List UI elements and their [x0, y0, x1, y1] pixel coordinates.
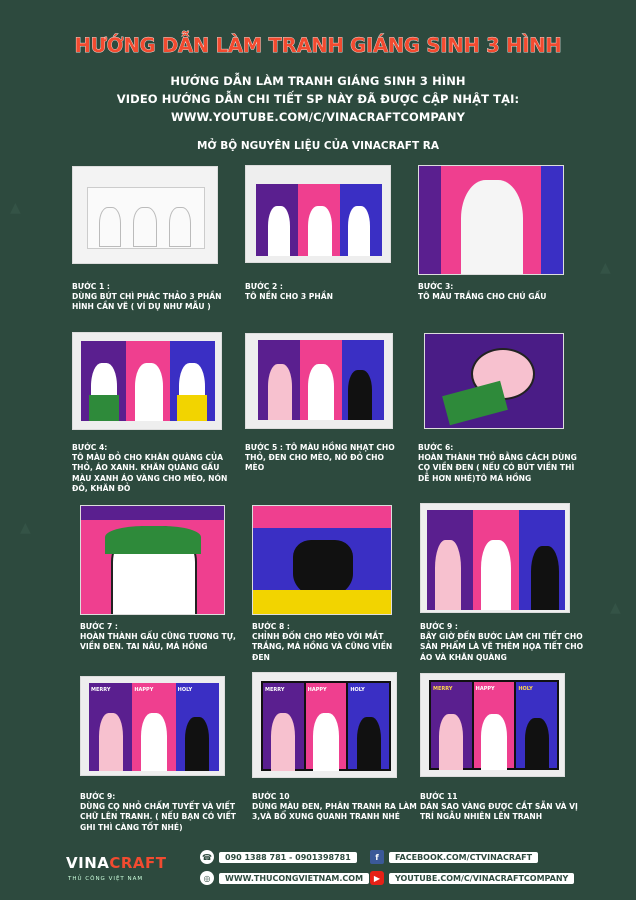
facebook-text: FACEBOOK.COM/CTVINACRAFT [389, 852, 538, 863]
step-label: BƯỚC 5 : [245, 443, 283, 452]
step-text: TÔ NỀN CHO 3 PHẦN [245, 292, 333, 302]
background-decoration: ▲ [600, 260, 611, 276]
step-10-photo [252, 672, 397, 778]
facebook-link[interactable] [370, 850, 538, 864]
background-decoration: ▲ [10, 200, 21, 216]
step-9b-caption [80, 792, 245, 833]
step-label: BƯỚC 7 : [80, 622, 118, 631]
step-8-caption [252, 622, 412, 663]
step-7-photo [80, 505, 225, 615]
step-text: TÔ MÀU ĐỎ CHO KHĂN QUÀNG CỦA THỎ, ÁO XANH. KHĂN QUÀNG GẤU MÀU XANH ÁO VÀNG CHO MÈO, NÓN ĐỎ, KHĂN ĐỎ [72, 453, 228, 493]
background-decoration: ▲ [610, 600, 621, 616]
step-text: DÙNG MÀU ĐEN, PHÂN TRANH RA LÀM 3,VÀ BỔ XUNG QUANH TRANH NHÉ [252, 802, 417, 822]
step-label: BƯỚC 10 [252, 792, 290, 801]
step-8-photo [252, 505, 392, 615]
painting-text-happy: HAPPY [132, 683, 175, 771]
step-2-caption [245, 282, 405, 302]
painting-text-holy: HOLY [516, 682, 557, 768]
step-2-photo [245, 165, 391, 263]
subtitle-line-2: VIDEO HƯỚNG DẪN CHI TIẾT SP NÀY ĐÃ ĐƯỢC CẬP NHẬT TẠI: [116, 92, 520, 106]
step-text: DÁN SAO VÀNG ĐƯỢC CẮT SẴN VÀ VỊ TRÍ NGẪU NHIÊN LÊN TRANH [420, 802, 578, 822]
step-label: BƯỚC 3: [418, 282, 454, 291]
subtitle-line-1: HƯỚNG DẪN LÀM TRANH GIÁNG SINH 3 HÌNH [170, 74, 466, 88]
painting-text-merry: MERRY [89, 683, 132, 771]
step-6-caption [418, 443, 583, 484]
step-11-caption [420, 792, 590, 823]
youtube-text: YOUTUBE.COM/C/VINACRAFTCOMPANY [389, 873, 574, 884]
facebook-icon: f [370, 850, 384, 864]
step-4-caption [72, 443, 237, 494]
painting-text-happy: HAPPY [474, 682, 517, 768]
step-label: BƯỚC 6: [418, 443, 454, 452]
painting-text-holy: HOLY [176, 683, 219, 771]
painting-text-holy: HOLY [348, 683, 389, 769]
step-text: HOÀN THÀNH GẤU CŨNG TƯƠNG TỰ, VIỀN ĐEN. TAI NÂU, MÁ HỒNG [80, 632, 236, 652]
page-title: HƯỚNG DẪN LÀM TRANH GIÁNG SINH 3 HÌNH [74, 34, 562, 57]
logo-tagline: THỦ CÔNG VIỆT NAM [68, 876, 144, 882]
step-11-photo [420, 673, 565, 777]
phone-icon: ☎ [200, 850, 214, 864]
step-1-photo [72, 166, 218, 264]
step-text: HOÀN THÀNH THỎ BẰNG CÁCH DÙNG CỌ VIỀN ĐEN ( NẾU CÓ BÚT VIỀN THÌ DỄ HƠN NHÉ)TÔ MÁ HỒNG [418, 453, 577, 483]
step-text: CHỈNH ĐỐN CHO MÈO VỚI MẮT TRẮNG, MÁ HỒNG VÀ CŨNG VIỀN ĐEN [252, 632, 393, 662]
step-5-photo [245, 333, 393, 429]
website-text: WWW.THUCONGVIETNAM.COM [219, 873, 369, 884]
step-label: BƯỚC 4: [72, 443, 108, 452]
step-text: DÙNG CỌ NHỎ CHẤM TUYẾT VÀ VIẾT CHỮ LÊN TRANH. ( NẾU BẠN CÓ VIẾT GHI THÌ CÀNG TỐT NHÉ) [80, 802, 236, 832]
step-label: BƯỚC 1 : [72, 282, 110, 291]
painting-text-happy: HAPPY [306, 683, 349, 769]
youtube-icon: ▶ [370, 871, 384, 885]
step-label: BƯỚC 11 [420, 792, 458, 801]
step-9-caption [420, 622, 590, 663]
step-9-photo [420, 503, 570, 613]
painting-text-merry: MERRY [263, 683, 306, 769]
background-decoration: ▲ [20, 520, 31, 536]
step-10-caption [252, 792, 417, 823]
painting-text-merry: MERRY [431, 682, 474, 768]
step-text: DÙNG BÚT CHÌ PHÁC THẢO 3 PHẦN HÌNH CẦN VẼ ( VÍ DỤ NHƯ MẪU ) [72, 292, 222, 312]
step-label: BƯỚC 8 : [252, 622, 290, 631]
step-3-caption [418, 282, 578, 302]
step-label: BƯỚC 9: [80, 792, 116, 801]
step-label: BƯỚC 2 : [245, 282, 283, 291]
youtube-link[interactable]: WWW.YOUTUBE.COM/C/VINACRAFTCOMPANY [170, 110, 466, 124]
youtube-footer-link[interactable] [370, 871, 574, 885]
step-1-caption [72, 282, 232, 313]
website-link[interactable] [200, 871, 369, 885]
step-text: BÂY GIỜ ĐẾN BƯỚC LÀM CHI TIẾT CHO SẢN PHẨM LÀ VẼ THÊM HỌA TIẾT CHO ÁO VÀ KHĂN QUÀNG [420, 632, 584, 662]
step-5-caption [245, 443, 405, 474]
step-7-caption [80, 622, 240, 653]
vinacraft-logo [66, 854, 167, 872]
logo-text: VINA [66, 854, 110, 872]
open-kit-heading: MỞ BỘ NGUYÊN LIỆU CỦA VINACRAFT RA [196, 140, 440, 152]
phone-text: 090 1388 781 - 0901398781 [219, 852, 357, 863]
step-label: BƯỚC 9 : [420, 622, 458, 631]
step-3-photo [418, 165, 564, 275]
phone-contact[interactable] [200, 850, 357, 864]
step-6-photo [424, 333, 564, 429]
step-text: TÔ MÀU HỒNG NHẠT CHO THỎ, ĐEN CHO MÈO, NÓ ĐỎ CHO MÈO [245, 443, 395, 473]
step-9b-photo [80, 676, 225, 776]
step-text: TÔ MÀU TRẮNG CHO CHÚ GẤU [418, 292, 547, 302]
globe-icon: ◎ [200, 871, 214, 885]
logo-text: CRAFT [109, 854, 167, 872]
step-4-photo [72, 332, 222, 430]
